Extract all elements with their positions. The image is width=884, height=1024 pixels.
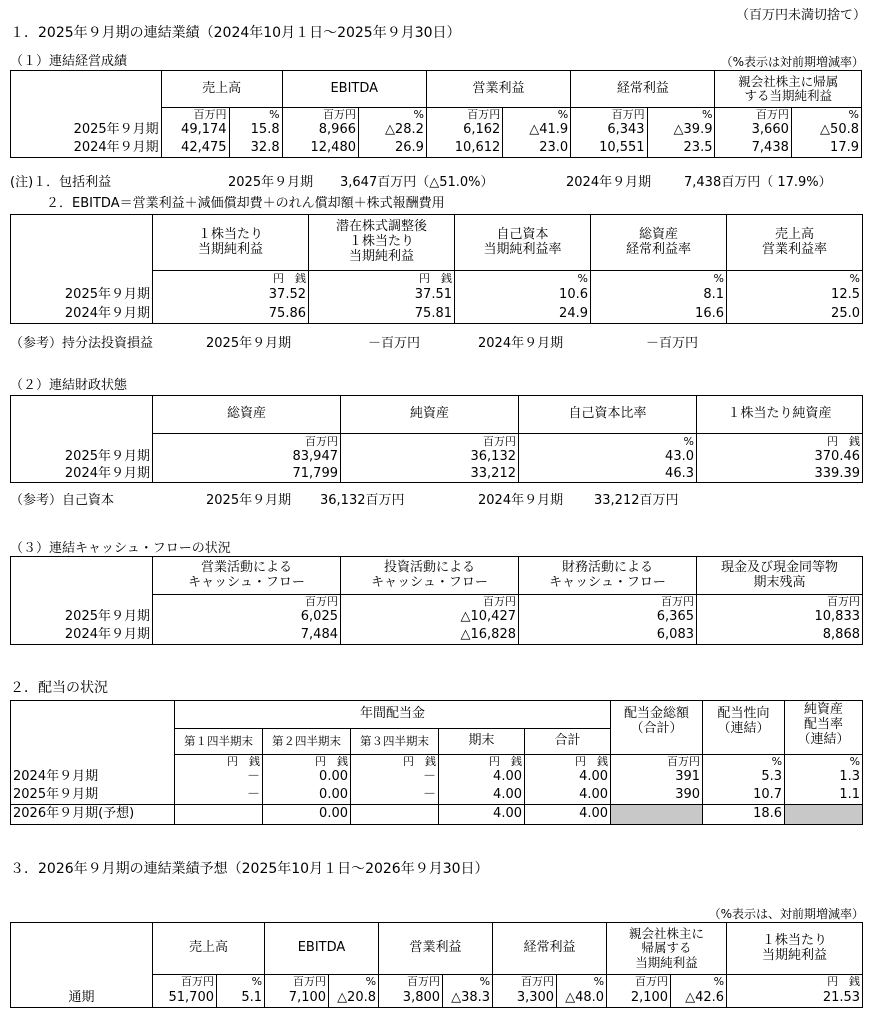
note-prev-label: 2024年９月期 <box>566 175 652 190</box>
col-header: 経常利益 <box>493 923 607 975</box>
table-cell: 17.9 <box>791 140 861 158</box>
col-header: 親会社株主に帰属 する当期純利益 <box>715 71 862 108</box>
col-header: 親会社株主に 帰属する 当期純利益 <box>607 923 727 975</box>
col-header: 売上高 <box>153 923 265 975</box>
table-cell: － <box>175 769 263 787</box>
table-cell: 4.00 <box>439 805 525 825</box>
unit-label: 百万円 <box>282 108 358 122</box>
per-share-table <box>10 214 863 324</box>
table-cell: 75.81 <box>309 305 455 324</box>
col-header: １株当たり純資産 <box>697 396 863 434</box>
table-cell: 12,480 <box>282 140 358 158</box>
table-cell: 1.3 <box>785 769 863 787</box>
unit-label: % <box>727 271 863 286</box>
unit-label: % <box>455 271 591 286</box>
table-cell: 16.6 <box>591 305 727 324</box>
table-cell <box>175 805 263 825</box>
table-cell: △48.0 <box>557 989 607 1008</box>
dividends-table <box>10 700 863 825</box>
table-cell: 1.1 <box>785 787 863 805</box>
col-header: 配当性向 （連結） <box>703 701 785 755</box>
table-cell: 6,083 <box>519 627 697 645</box>
col-header: 売上高 営業利益率 <box>727 215 863 271</box>
ebitda-definition: ２．EBITDA＝営業利益＋減価償却費＋のれん償却額＋株式報酬費用 <box>46 196 445 211</box>
unit-label: 円 銭 <box>351 755 439 769</box>
unit-label: 百万円 <box>519 595 697 609</box>
unit-label: 百万円 <box>341 434 519 449</box>
col-header: 財務活動による キャッシュ・フロー <box>519 557 697 595</box>
table-cell: － <box>351 769 439 787</box>
unit-label: 百万円 <box>493 975 557 989</box>
table-cell: 46.3 <box>519 466 697 483</box>
table-cell <box>611 805 703 825</box>
unit-label: 円 銭 <box>153 271 309 286</box>
table-cell: 3,660 <box>715 122 791 140</box>
unit-label: % <box>229 108 282 122</box>
unit-label: 百万円 <box>611 755 703 769</box>
col-header: 配当金総額 （合計） <box>611 701 703 755</box>
table-cell: 8.1 <box>591 286 727 305</box>
table-cell: 83,947 <box>153 449 341 466</box>
col-header: １株当たり 当期純利益 <box>153 215 309 271</box>
table-cell: 8,868 <box>697 627 863 645</box>
table-cell: 0.00 <box>263 787 351 805</box>
unit-label: 円 銭 <box>727 975 863 989</box>
note-cur-value: 3,647百万円（△51.0%） <box>340 175 494 190</box>
table-cell: 339.39 <box>697 466 863 483</box>
table-cell: 24.9 <box>455 305 591 324</box>
table-cell: 6,025 <box>153 609 341 627</box>
table-cell: 7,484 <box>153 627 341 645</box>
unit-label: % <box>791 108 861 122</box>
table-cell: 43.0 <box>519 449 697 466</box>
unit-note: （百万円未満切捨て） <box>735 8 866 23</box>
own-capital-label: （参考）自己資本 <box>10 493 115 508</box>
table-cell: 7,100 <box>265 989 329 1008</box>
table-cell: 4.00 <box>439 787 525 805</box>
table-cell: 10,833 <box>697 609 863 627</box>
unit-label: % <box>217 975 265 989</box>
unit-label: 百万円 <box>161 108 229 122</box>
row-label: 2026年９月期(予想) <box>11 805 175 825</box>
table-cell: △20.8 <box>329 989 379 1008</box>
table-cell: 6,365 <box>519 609 697 627</box>
row-label: 2024年９月期 <box>11 627 153 645</box>
table-cell: 4.00 <box>525 805 611 825</box>
unit-label: % <box>591 271 727 286</box>
col-header: EBITDA <box>265 923 379 975</box>
table-cell: 390 <box>611 787 703 805</box>
table-cell: 391 <box>611 769 703 787</box>
col-header: 潜在株式調整後 １株当たり 当期純利益 <box>309 215 455 271</box>
table-cell: 3,800 <box>379 989 443 1008</box>
table-cell: 23.0 <box>503 140 571 158</box>
table-cell: 26.9 <box>359 140 427 158</box>
col-header: 第３四半期末 <box>351 729 439 755</box>
table-cell: 10,612 <box>426 140 502 158</box>
table-cell: － <box>351 787 439 805</box>
table-cell: 4.00 <box>525 787 611 805</box>
col-header: 総資産 <box>153 396 341 434</box>
ref-cur-label: 2025年９月期 <box>206 493 292 508</box>
row-label: 2024年９月期 <box>11 466 153 483</box>
table-cell: 5.3 <box>703 769 785 787</box>
row-label: 2025年９月期 <box>11 609 153 627</box>
table-cell: 12.5 <box>727 286 863 305</box>
unit-label: % <box>557 975 607 989</box>
unit-label: 円 銭 <box>309 271 455 286</box>
table-cell: △28.2 <box>359 122 427 140</box>
unit-label: 円 銭 <box>175 755 263 769</box>
table-cell: 37.51 <box>309 286 455 305</box>
ref-cur-value: 36,132百万円 <box>320 493 405 508</box>
col-header: 第１四半期末 <box>175 729 263 755</box>
col-header: 営業利益 <box>426 71 570 108</box>
comprehensive-income-label: (注)１．包括利益 <box>10 175 112 190</box>
table-cell: 0.00 <box>263 805 351 825</box>
table-cell: 51,700 <box>153 989 217 1008</box>
col-header: 営業利益 <box>379 923 493 975</box>
table-cell: 75.86 <box>153 305 309 324</box>
unit-label: % <box>703 755 785 769</box>
table-cell <box>785 805 863 825</box>
unit-label: % <box>329 975 379 989</box>
section3-title: ３．2026年９月期の連結業績予想（2025年10月１日～2026年９月30日） <box>10 861 489 877</box>
unit-label: % <box>785 755 863 769</box>
table-cell: 0.00 <box>263 769 351 787</box>
unit-label: 百万円 <box>153 595 341 609</box>
note-cur-label: 2025年９月期 <box>228 175 314 190</box>
unit-label: % <box>647 108 715 122</box>
row-label: 2024年９月期 <box>11 140 162 158</box>
table-cell: 6,343 <box>571 122 647 140</box>
table-cell: △10,427 <box>341 609 519 627</box>
col-header: 期末 <box>439 729 525 755</box>
financial-position-table <box>10 395 863 483</box>
ref-prev-label: 2024年９月期 <box>478 493 564 508</box>
col-header: 投資活動による キャッシュ・フロー <box>341 557 519 595</box>
s1-1-title: （１）連結経営成績 <box>10 54 128 69</box>
ref-prev-label: 2024年９月期 <box>478 336 564 351</box>
col-header: 合計 <box>525 729 611 755</box>
table-cell: 42,475 <box>161 140 229 158</box>
unit-label: 百万円 <box>571 108 647 122</box>
s3-note: （%表示は、対前期増減率） <box>708 907 864 921</box>
unit-label: % <box>671 975 727 989</box>
ref-prev-value: －百万円 <box>646 336 699 351</box>
table-cell: 4.00 <box>439 769 525 787</box>
col-header: 第２四半期末 <box>263 729 351 755</box>
unit-label: 百万円 <box>715 108 791 122</box>
row-label: 2024年９月期 <box>11 769 175 787</box>
col-header: 総資産 経常利益率 <box>591 215 727 271</box>
section1-title: １．2025年９月期の連結業績（2024年10月１日～2025年９月30日） <box>10 25 461 41</box>
unit-label: 百万円 <box>607 975 671 989</box>
table-cell: － <box>175 787 263 805</box>
table-cell: 37.52 <box>153 286 309 305</box>
table-cell: 10.7 <box>703 787 785 805</box>
unit-label: 百万円 <box>341 595 519 609</box>
row-label: 2025年９月期 <box>11 787 175 805</box>
unit-label: 百万円 <box>379 975 443 989</box>
unit-label: 円 銭 <box>525 755 611 769</box>
section2-title: ２．配当の状況 <box>10 680 108 696</box>
table-cell: 49,174 <box>161 122 229 140</box>
unit-label: % <box>503 108 571 122</box>
group-header: 年間配当金 <box>175 701 611 729</box>
col-header: 経常利益 <box>571 71 715 108</box>
col-header: EBITDA <box>282 71 426 108</box>
table-cell: 370.46 <box>697 449 863 466</box>
unit-label: 百万円 <box>426 108 502 122</box>
row-label: 2024年９月期 <box>11 305 153 324</box>
table-cell: △50.8 <box>791 122 861 140</box>
table-cell: 25.0 <box>727 305 863 324</box>
table-cell: △39.9 <box>647 122 715 140</box>
forecast-table <box>10 922 863 1008</box>
note-prev-value: 7,438百万円（ 17.9%） <box>684 175 832 190</box>
table-cell: 21.53 <box>727 989 863 1008</box>
table-cell: 4.00 <box>525 769 611 787</box>
table-cell: 18.6 <box>703 805 785 825</box>
col-header: 純資産 配当率 （連結） <box>785 701 863 755</box>
unit-label: 百万円 <box>153 434 341 449</box>
col-header: 営業活動による キャッシュ・フロー <box>153 557 341 595</box>
unit-label: 円 銭 <box>263 755 351 769</box>
col-header: 純資産 <box>341 396 519 434</box>
table-cell: 33,212 <box>341 466 519 483</box>
table-cell: 3,300 <box>493 989 557 1008</box>
col-header: 売上高 <box>161 71 282 108</box>
unit-label: 百万円 <box>697 595 863 609</box>
ref-cur-value: －百万円 <box>368 336 421 351</box>
table-cell: △16,828 <box>341 627 519 645</box>
table-cell: 71,799 <box>153 466 341 483</box>
unit-label: % <box>519 434 697 449</box>
cash-flow-table <box>10 556 863 645</box>
unit-label: 円 銭 <box>439 755 525 769</box>
table-cell: 7,438 <box>715 140 791 158</box>
s1-2-title: （２）連結財政状態 <box>10 378 128 393</box>
table-cell: 10,551 <box>571 140 647 158</box>
table-cell: 6,162 <box>426 122 502 140</box>
ref-prev-value: 33,212百万円 <box>594 493 679 508</box>
col-header: 自己資本 当期純利益率 <box>455 215 591 271</box>
table-cell: 10.6 <box>455 286 591 305</box>
table-cell: 23.5 <box>647 140 715 158</box>
equity-method-label: （参考）持分法投資損益 <box>10 336 154 351</box>
unit-label: % <box>443 975 493 989</box>
table-cell: 32.8 <box>229 140 282 158</box>
unit-label: 百万円 <box>153 975 217 989</box>
table-cell: △38.3 <box>443 989 493 1008</box>
table-cell: △42.6 <box>671 989 727 1008</box>
row-label: 通期 <box>11 989 153 1008</box>
table-cell <box>351 805 439 825</box>
unit-label: 円 銭 <box>697 434 863 449</box>
row-label: 2025年９月期 <box>11 122 162 140</box>
ref-cur-label: 2025年９月期 <box>206 336 292 351</box>
table-cell: 2,100 <box>607 989 671 1008</box>
unit-label: % <box>359 108 427 122</box>
row-label: 2025年９月期 <box>11 286 153 305</box>
s1-1-note: （%表示は対前期増減率） <box>720 55 864 69</box>
col-header: 自己資本比率 <box>519 396 697 434</box>
table-cell: 15.8 <box>229 122 282 140</box>
table-cell: △41.9 <box>503 122 571 140</box>
row-label: 2025年９月期 <box>11 449 153 466</box>
col-header: １株当たり 当期純利益 <box>727 923 863 975</box>
s1-3-title: （３）連結キャッシュ・フローの状況 <box>10 541 231 556</box>
table-cell: 8,966 <box>282 122 358 140</box>
unit-label: 百万円 <box>265 975 329 989</box>
table-cell: 36,132 <box>341 449 519 466</box>
operating-results-table <box>10 70 862 158</box>
col-header: 現金及び現金同等物 期末残高 <box>697 557 863 595</box>
table-cell: 5.1 <box>217 989 265 1008</box>
